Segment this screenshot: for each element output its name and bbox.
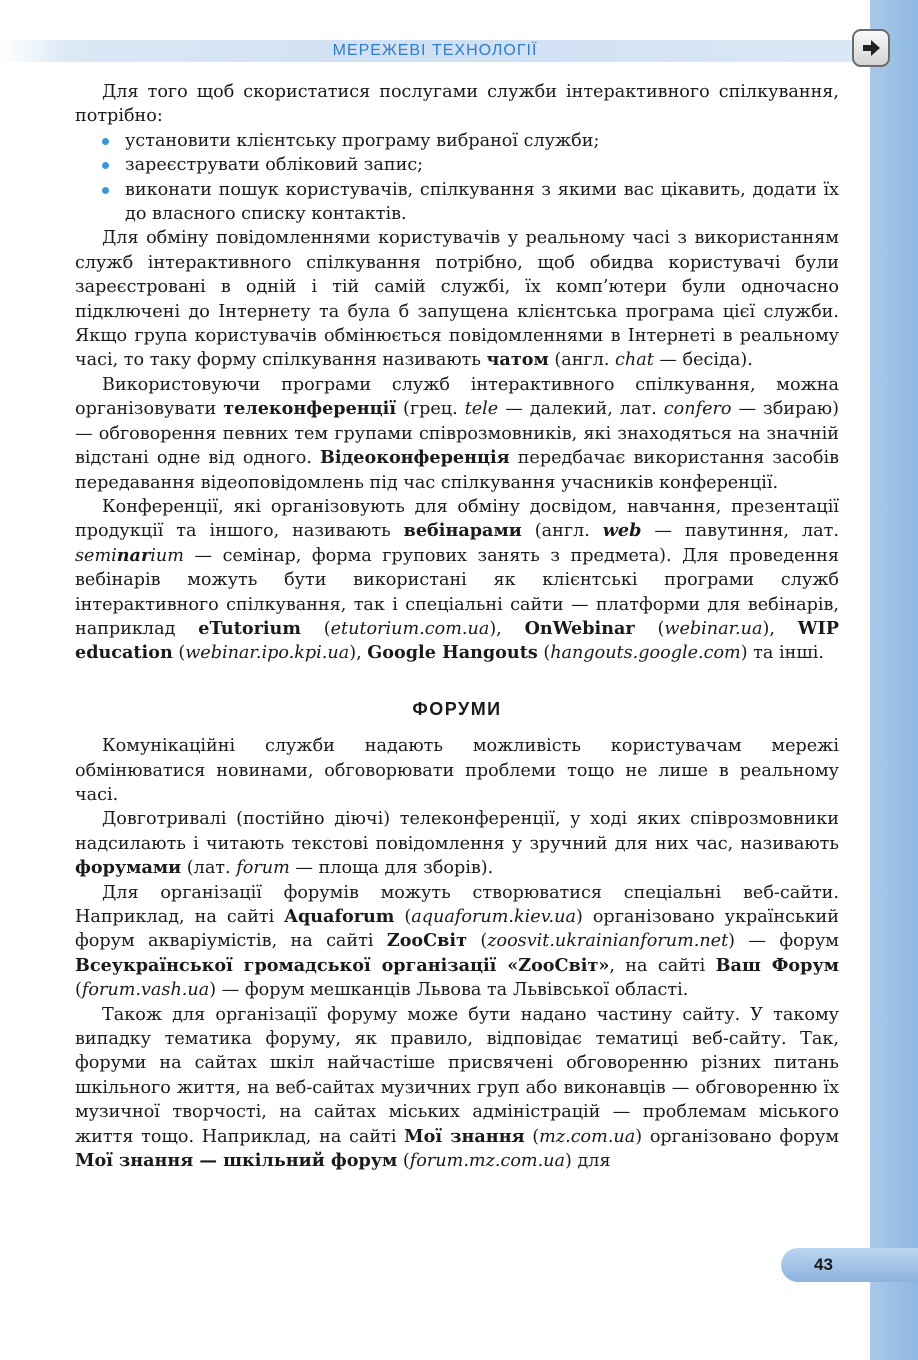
paragraph: Для обміну повідомленнями користувачів у реальному часі з використанням служб інтерактивного спілкування потрібно, щоб обидва користувачі були зареєстровані в одній і тій самій службі, їх комп’ютери були одночасно підключені до Інтернету та була б запущена клієнтська програма цієї служби. Якщо група користувачів обмінюється повідомленнями в Інтернеті в реальному часі, то таку форму спілкування називають чатом (англ. chat — бесіда). bbox=[75, 228, 839, 371]
term: вебінарами bbox=[403, 520, 522, 542]
running-header bbox=[0, 40, 870, 62]
bullet-list bbox=[75, 129, 839, 227]
term: Відеоконференція bbox=[320, 447, 510, 469]
paragraph: Комунікаційні служби надають можливість користувачам мережі обмінюватися новинами, обговорювати проблеми тощо не лише в реальному часі. bbox=[75, 736, 839, 805]
list-item: зареєструвати обліковий запис; bbox=[75, 153, 839, 177]
term: форумами bbox=[75, 857, 182, 879]
side-band bbox=[870, 0, 918, 1360]
next-page-button[interactable] bbox=[852, 29, 890, 67]
term: чатом bbox=[486, 349, 549, 371]
page-number-tab bbox=[781, 1248, 918, 1282]
paragraph: Конференції, які організовують для обміну досвідом, навчання, презентації продукції та іншого, називають вебінарами (англ. web — павутиння, лат. seminarium — семінар, форма групових занять з предмета). Для проведення вебінарів можуть бути використані як клієнтські програми служб інтерактивного спілкування, так і спеціальні сайти — платформи для вебінарів, наприклад eTutorium (etutorium.com.ua), OnWebinar (webinar.ua), WIP education (webinar.ipo.kpi.ua), Google Hangouts (hangouts.google.com) та інші. bbox=[75, 496, 839, 664]
list-item: виконати пошук користувачів, спілкування з якими вас цікавить, додати їх до власного списку контактів. bbox=[75, 178, 839, 227]
paragraph: Використовуючи програми служб інтерактивного спілкування, можна організовувати телеконференції (грец. tele — далекий, лат. confero — збираю) — обговорення певних тем групами співрозмовників, які знаходяться на значній відстані одне від одного. Відеоконференція передбачає використання засобів передавання відеоповідомлень під час спілкування учасників конференції. bbox=[75, 374, 839, 493]
paragraph: Довготривалі (постійно діючі) телеконференції, у ході яких співрозмовники надсилають і читають текстові повідомлення у зручний для них час, називають форумами (лат. forum — площа для зборів). bbox=[75, 809, 839, 879]
term: телеконференції bbox=[223, 398, 397, 420]
page-number: 43 bbox=[814, 1255, 833, 1274]
arrow-right-icon bbox=[861, 38, 881, 58]
section-title: ФОРУМИ bbox=[412, 698, 502, 719]
paragraph: Також для організації форуму може бути надано частину сайту. У такому випадку тематика форуму, як правило, відповідає тематиці веб-сайту. Так, форуми на сайтах шкіл найчастіше присвячені обговоренню різних питань шкільного життя, на веб-сайтах музичних груп або виконавців — обговоренню їх музичної творчості, на сайтах міських адміністрацій — проблемам міського життя тощо. Наприклад, на сайті Мої знання (mz.com.ua) організовано форум Мої знання — шкільний форум (forum.mz.com.ua) для bbox=[75, 1004, 840, 1172]
paragraph: Для організації форумів можуть створюватися спеціальні веб-сайти. Наприклад, на сайті Aquaforum (aquaforum.kiev.ua) організовано український форум акваріумістів, на сайті ZooСвіт (zoosvit.ukrainianforum.net) — форум Всеукраїнської громадської організації «ZooСвіт», на сайті Ваш Форум (forum.vash.ua) — форум мешканців Львова та Львівської області. bbox=[75, 882, 840, 1001]
paragraph: Для того щоб скористатися послугами служби інтерактивного спілкування, потрібно: bbox=[75, 82, 839, 127]
page-body bbox=[75, 80, 839, 1173]
running-header-title: МЕРЕЖЕВІ ТЕХНОЛОГІЇ bbox=[332, 42, 538, 59]
list-item: установити клієнтську програму вибраної служби; bbox=[75, 129, 839, 153]
